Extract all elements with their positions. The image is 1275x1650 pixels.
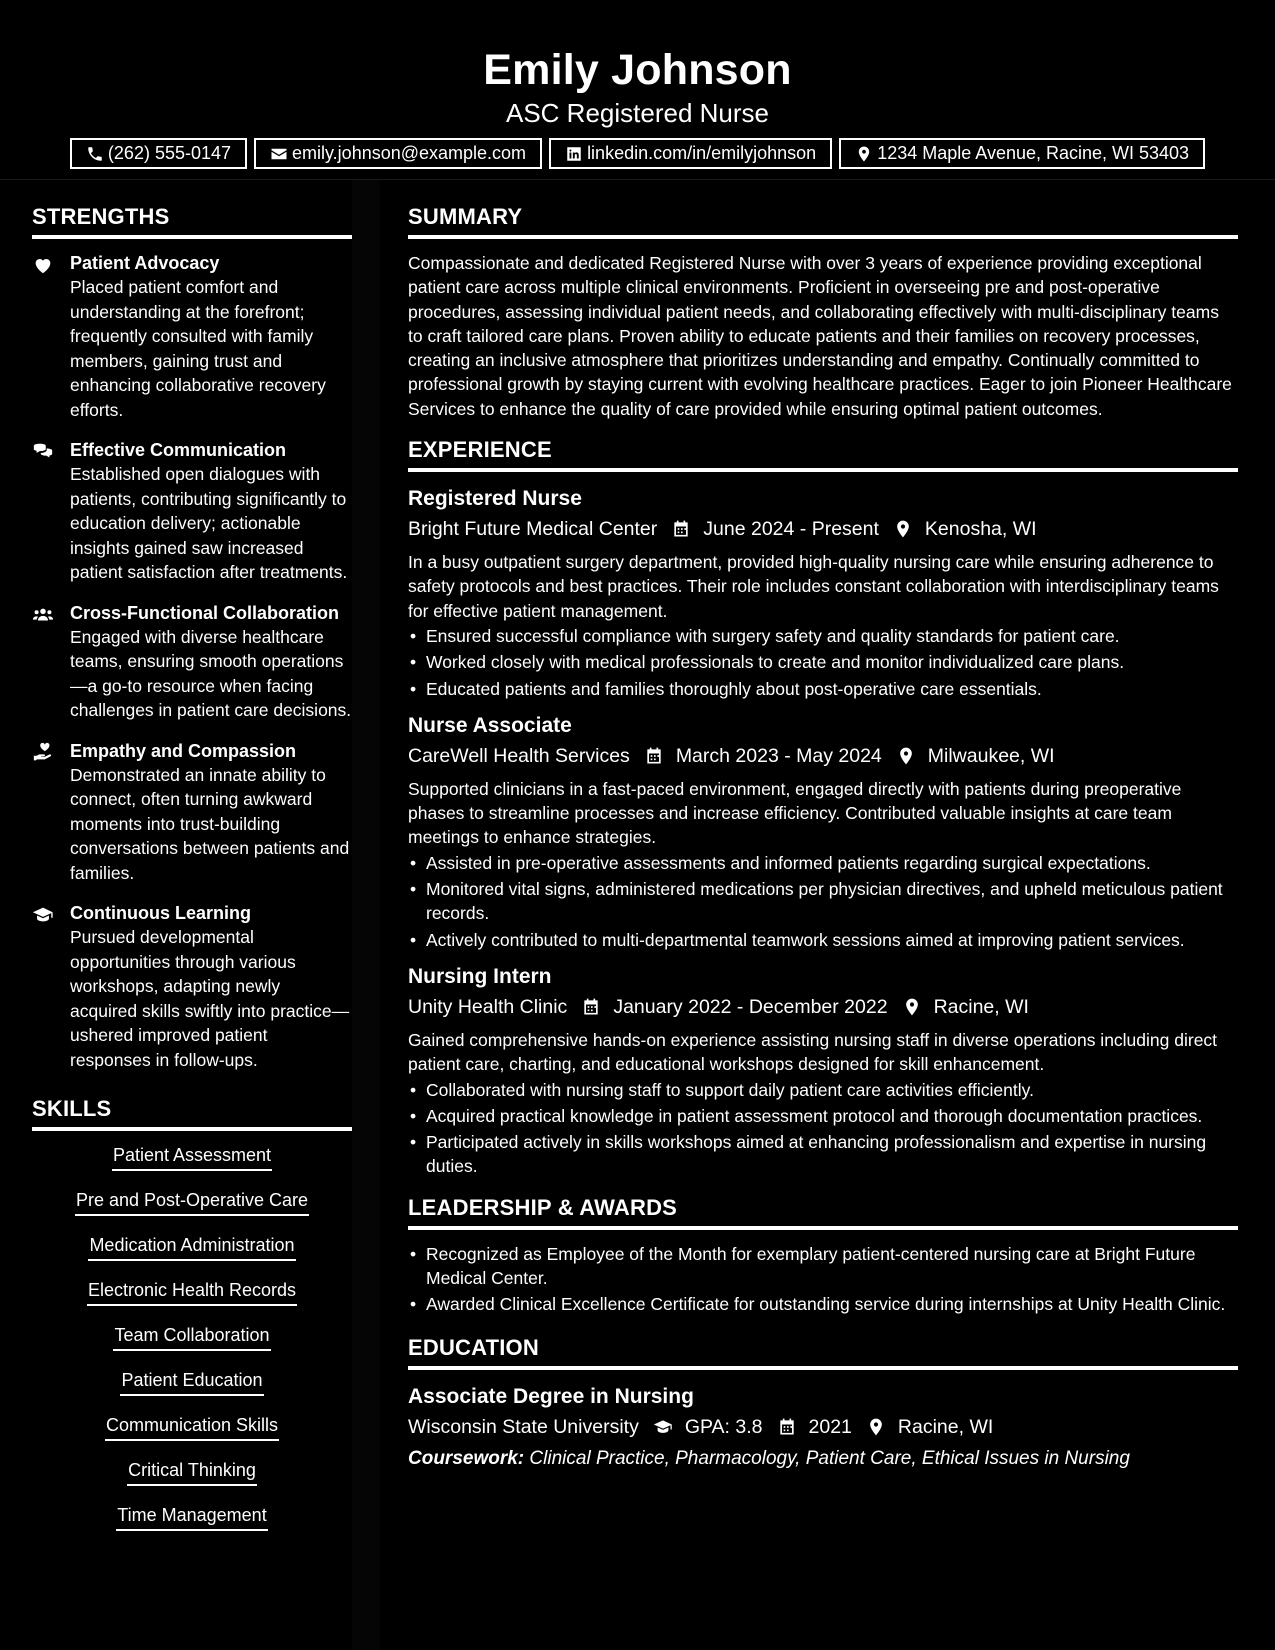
job-bullet: • Collaborated with nursing staff to support daily patient care activities efficiently. xyxy=(408,1078,1238,1102)
graduation-cap-icon xyxy=(653,1417,673,1437)
job-dates: June 2024 - Present xyxy=(703,518,879,541)
right-column xyxy=(408,180,1238,1650)
skill-tag: Pre and Post-Operative Care xyxy=(75,1188,309,1216)
strength-desc: Placed patient comfort and understanding at the forefront; frequently consulted with family members, gaining trust and enhancing collaborative recovery efforts. xyxy=(70,277,326,420)
degree-title: Associate Degree in Nursing xyxy=(408,1384,694,1408)
map-pin-icon xyxy=(866,1417,886,1437)
job-bullet: • Participated actively in skills workshops aimed at enhancing professionalism and expertise in nursing duties. xyxy=(408,1130,1238,1179)
job-bullet: • Assisted in pre-operative assessments and informed patients regarding surgical expectations. xyxy=(408,851,1238,875)
job-bullet: • Acquired practical knowledge in patient assessment protocol and thorough documentation practices. xyxy=(408,1104,1238,1128)
strength-item xyxy=(32,251,352,422)
job-desc: Supported clinicians in a fast-paced environment, engaged directly with patients during preoperative phases to streamline processes and increase efficiency. Contributed valuable insights at care team meetings to enhance strategies. xyxy=(408,778,1182,848)
map-pin-icon xyxy=(902,997,922,1017)
job-desc: In a busy outpatient surgery department, provided high-quality nursing care while ensuring adherence to safety protocols and best practices. Their role includes constant collaboration with interdisciplinary teams for effective patient management. xyxy=(408,552,1219,621)
job-location: Racine, WI xyxy=(933,995,1029,1018)
contact-linkedin[interactable] xyxy=(549,138,832,169)
job-dates: January 2022 - December 2022 xyxy=(613,995,888,1018)
award-item: • Recognized as Employee of the Month for exemplary patient-centered nursing care at Bright Future Medical Center. xyxy=(408,1242,1238,1291)
job-bullet: • Ensured successful compliance with surgery safety and quality standards for patient care. xyxy=(408,624,1238,648)
map-pin-icon xyxy=(893,519,913,539)
contact-bar xyxy=(0,138,1275,169)
calendar-icon xyxy=(581,997,601,1017)
job-meta xyxy=(408,514,1238,544)
job-bullets xyxy=(408,851,1238,952)
calendar-icon xyxy=(671,519,691,539)
education-location: Racine, WI xyxy=(897,1415,994,1438)
job-bullets xyxy=(408,624,1238,701)
leadership-list xyxy=(408,1242,1238,1317)
job-entry xyxy=(408,962,1238,1179)
strength-desc: Engaged with diverse healthcare teams, ensuring smooth operations—a go-to resource when facing challenges in patient care decisions. xyxy=(70,626,352,720)
strength-title: Cross-Functional Collaboration xyxy=(70,602,340,623)
strength-item xyxy=(32,601,352,723)
job-title: Nursing Intern xyxy=(408,964,552,988)
job-bullet: • Monitored vital signs, administered medications per physician directives, and upheld meticulous patient records. xyxy=(408,877,1238,926)
strength-item xyxy=(32,901,352,1072)
job-bullet: • Actively contributed to multi-departmental teamwork sessions aimed at improving patient services. xyxy=(408,928,1238,952)
job-bullet: • Worked closely with medical professionals to create and monitor individualized care plans. xyxy=(408,650,1238,674)
gpa-text: GPA: 3.8 xyxy=(684,1415,763,1438)
email-text: emily.johnson@example.com xyxy=(292,143,527,163)
strength-desc: Demonstrated an innate ability to connect, often turning awkward moments into trust-building conversations between patients and families. xyxy=(70,764,350,883)
strength-title: Empathy and Compassion xyxy=(70,740,297,761)
left-column xyxy=(0,180,352,1650)
summary-heading: SUMMARY xyxy=(408,198,1238,239)
job-company: Unity Health Clinic xyxy=(408,995,568,1018)
strength-title: Effective Communication xyxy=(70,440,287,460)
graduation-year: 2021 xyxy=(808,1415,852,1438)
job-title: Nurse Associate xyxy=(408,713,572,737)
skill-tag: Electronic Health Records xyxy=(87,1278,297,1306)
strength-title: Patient Advocacy xyxy=(70,253,220,273)
linkedin-icon xyxy=(565,145,583,163)
graduation-cap-icon xyxy=(32,904,54,926)
summary-text: Compassionate and dedicated Registered Nurse with over 3 years of experience providing exceptional patient care across multiple clinical environments. Proficient in overseeing pre and post-operative procedures, assessing individual patient needs, and collaborating effectively with multi-disciplinary teams to craft tailored care plans. Proven ability to educate patients and their families on recovery processes, creating an inclusive atmosphere that prioritizes understanding and empathy. Continually committed to professional growth by staying current with evolving healthcare practices. Eager to join Pioneer Healthcare Services to enhance the quality of care provided while ensuring optimal patient outcomes. xyxy=(408,253,1232,419)
resume-header xyxy=(0,0,1275,180)
education-heading: EDUCATION xyxy=(408,1329,1238,1370)
linkedin-text: linkedin.com/in/emilyjohnson xyxy=(587,143,817,163)
job-entry xyxy=(408,484,1238,701)
strength-desc: Pursued developmental opportunities through various workshops, adapting newly acquired skills swiftly into practice—ushered improved patient responses in follow-ups. xyxy=(70,927,350,1070)
leadership-heading: LEADERSHIP & AWARDS xyxy=(408,1189,1238,1230)
phone-icon xyxy=(86,145,104,163)
map-pin-icon xyxy=(855,145,873,163)
skill-tag: Communication Skills xyxy=(105,1413,279,1441)
contact-phone[interactable] xyxy=(70,138,247,169)
experience-heading: EXPERIENCE xyxy=(408,431,1238,472)
award-item: • Awarded Clinical Excellence Certificate for outstanding service during internships at Unity Health Clinic. xyxy=(408,1292,1238,1316)
job-company: CareWell Health Services xyxy=(408,744,630,767)
strength-title: Continuous Learning xyxy=(70,903,251,923)
job-desc: Gained comprehensive hands-on experience assisting nursing staff in diverse operations including direct patient care, charting, and educational workshops designed for skill enhancement. xyxy=(408,1029,1218,1075)
address-text: 1234 Maple Avenue, Racine, WI 53403 xyxy=(877,143,1190,163)
heart-icon xyxy=(32,254,54,276)
skill-tag: Time Management xyxy=(116,1503,267,1531)
map-pin-icon xyxy=(896,746,916,766)
job-dates: March 2023 - May 2024 xyxy=(675,744,882,767)
skill-tag: Patient Education xyxy=(120,1368,263,1396)
job-meta xyxy=(408,741,1238,771)
column-divider xyxy=(352,180,380,1650)
phone-text: (262) 555-0147 xyxy=(107,143,232,163)
users-icon xyxy=(32,604,54,626)
strengths-heading: STRENGTHS xyxy=(32,198,352,239)
calendar-icon xyxy=(777,1417,797,1437)
job-location: Kenosha, WI xyxy=(924,518,1037,541)
job-company: Bright Future Medical Center xyxy=(408,518,658,541)
coursework-label: Coursework: xyxy=(408,1447,525,1469)
hand-holding-heart-icon xyxy=(32,742,54,764)
strength-desc: Established open dialogues with patients, contributing significantly to education delivery; actionable insights gained saw increased patient satisfaction after treatments. xyxy=(70,464,348,582)
job-location: Milwaukee, WI xyxy=(927,744,1055,767)
skill-tag: Medication Administration xyxy=(88,1233,295,1261)
job-meta xyxy=(408,992,1238,1022)
comments-icon xyxy=(32,441,54,463)
candidate-title: ASC Registered Nurse xyxy=(506,98,769,128)
strength-item xyxy=(32,438,352,585)
job-bullet: • Educated patients and families thoroughly about post-operative care essentials. xyxy=(408,677,1238,701)
resume-body xyxy=(0,180,1275,1650)
contact-address[interactable] xyxy=(839,138,1205,169)
contact-email[interactable] xyxy=(254,138,542,169)
coursework-list: Clinical Practice, Pharmacology, Patient Care, Ethical Issues in Nursing xyxy=(529,1447,1130,1469)
skill-tag: Team Collaboration xyxy=(113,1323,270,1351)
skills-list xyxy=(32,1143,352,1548)
job-bullets xyxy=(408,1078,1238,1179)
coursework xyxy=(408,1444,1238,1474)
calendar-icon xyxy=(644,746,664,766)
envelope-icon xyxy=(270,145,288,163)
education-meta xyxy=(408,1412,1238,1442)
job-entry xyxy=(408,711,1238,952)
job-title: Registered Nurse xyxy=(408,487,582,511)
candidate-name: Emily Johnson xyxy=(483,46,792,94)
skills-heading: SKILLS xyxy=(32,1090,352,1131)
skill-tag: Critical Thinking xyxy=(127,1458,257,1486)
school-name: Wisconsin State University xyxy=(408,1415,639,1438)
strength-item xyxy=(32,739,352,886)
skill-tag: Patient Assessment xyxy=(112,1143,272,1171)
